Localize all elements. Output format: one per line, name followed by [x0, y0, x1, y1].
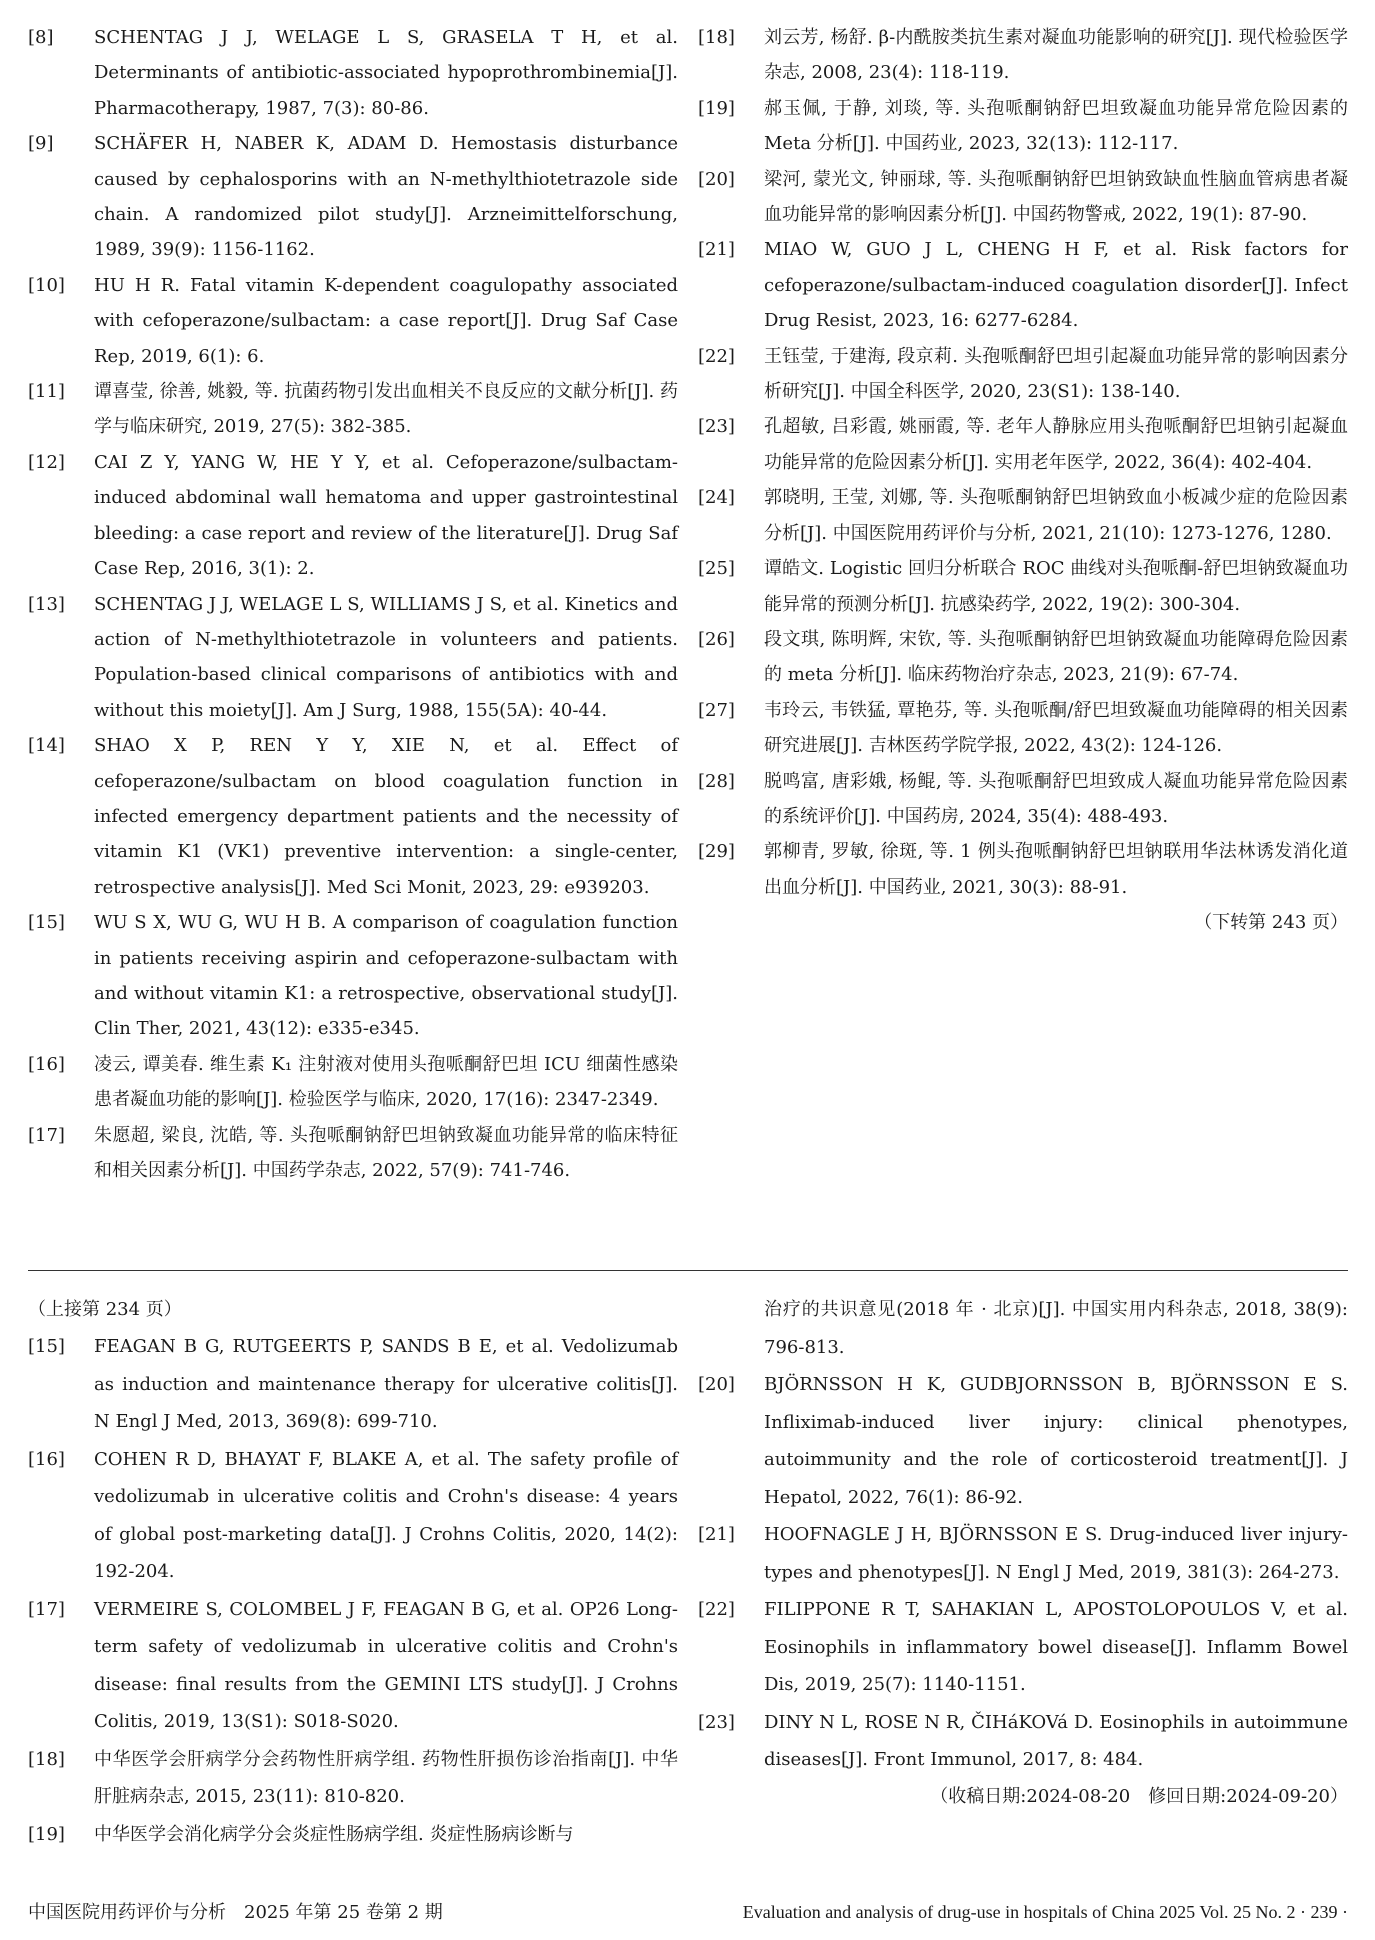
reference-text: COHEN R D, BHAYAT F, BLAKE A, et al. The safety profile of vedolizumab in ulcerative colitis and Crohn's disease: 4 years of global post-marketing data[J]. J Crohns Colitis, 2020, 14(2): 192-204.: [94, 1448, 678, 1582]
reference-number: [23]: [698, 416, 735, 438]
continued-on-note: （下转第 243 页）: [1194, 912, 1348, 934]
reference-item: [698, 232, 1348, 338]
reference-text: DINY N L, ROSE N R, ČIHáKOVá D. Eosinophils in autoimmune diseases[J]. Front Immunol, 2017, 8: 484.: [764, 1711, 1348, 1770]
reference-number: [17]: [28, 1124, 65, 1146]
reference-list: [28, 20, 678, 1188]
reference-text: SCHENTAG J J, WELAGE L S, GRASELA T H, et al. Determinants of antibiotic-associated hypoprothrombinemia[J]. Pharmacotherapy, 1987, 7(3): 80-86.: [94, 27, 678, 119]
reference-item: [698, 20, 1348, 91]
reference-text: SHAO X P, REN Y Y, XIE N, et al. Effect of cefoperazone/sulbactam on blood coagulation function in infected emergency department patients and the necessity of vitamin K1 (VK1) preventive intervention: a single-center, retrospective analysis[J]. Med Sci Monit, 2023, 29: e939203.: [94, 735, 678, 898]
reference-item: [28, 905, 678, 1047]
reference-item: [698, 1704, 1348, 1779]
bottom-left-column: [28, 1291, 678, 1853]
bottom-right-column: [698, 1291, 1348, 1853]
reference-text: 韦玲云, 韦铁猛, 覃艳芬, 等. 头孢哌酮/舒巴坦致凝血功能障碍的相关因素研究进展[J]. 吉林医药学院学报, 2022, 43(2): 124-126.: [764, 699, 1348, 757]
reference-text: 脱鸣富, 唐彩娥, 杨鲲, 等. 头孢哌酮舒巴坦致成人凝血功能异常危险因素的系统评价[J]. 中国药房, 2024, 35(4): 488-493.: [764, 770, 1348, 827]
reference-text: 段文琪, 陈明辉, 宋钦, 等. 头孢哌酮钠舒巴坦钠致凝血功能障碍危险因素的 meta 分析[J]. 临床药物治疗杂志, 2023, 21(9): 67-74.: [764, 628, 1348, 686]
reference-number: [19]: [698, 97, 735, 119]
reference-number: [21]: [698, 1524, 735, 1545]
reference-text: 谭喜莹, 徐善, 姚毅, 等. 抗菌药物引发出血相关不良反应的文献分析[J]. 药学与临床研究, 2019, 27(5): 382-385.: [94, 381, 678, 438]
reference-text: WU S X, WU G, WU H B. A comparison of coagulation function in patients receiving aspirin and cefoperazone-sulbactam with and without vitamin K1: a retrospective, observational study[J]. Clin Ther, 2021, 43(12): e335-e345.: [94, 912, 678, 1040]
reference-text: MIAO W, GUO J L, CHENG H F, et al. Risk factors for cefoperazone/sulbactam-induced coagulation disorder[J]. Infect Drug Resist, 2023, 16: 6277-6284.: [764, 239, 1348, 332]
reference-item: [698, 693, 1348, 764]
continued-from-note: （上接第 234 页）: [28, 1299, 182, 1320]
reference-item: [28, 587, 678, 729]
reference-text: 郝玉佩, 于静, 刘琰, 等. 头孢哌酮钠舒巴坦致凝血功能异常危险因素的 Meta 分析[J]. 中国药业, 2023, 32(13): 112-117.: [764, 97, 1348, 155]
reference-number: [19]: [28, 1823, 65, 1845]
reference-item: [28, 1441, 678, 1591]
journal-name-cn: 中国医院用药评价与分析 2025 年第 25 卷第 2 期: [28, 1902, 443, 1923]
reference-item: [28, 1328, 678, 1441]
reference-item: [698, 91, 1348, 162]
reference-number: [8]: [28, 27, 54, 48]
section-divider: [28, 1270, 1348, 1271]
reference-text: 郭柳青, 罗敏, 徐斑, 等. 1 例头孢哌酮钠舒巴坦钠联用华法林诱发消化道出血分析[J]. 中国药业, 2021, 30(3): 88-91.: [764, 841, 1348, 898]
reference-number: [15]: [28, 912, 65, 934]
reference-item: [28, 1741, 678, 1816]
reference-number: [26]: [698, 628, 735, 650]
reference-item: [698, 1591, 1348, 1704]
reference-number: [13]: [28, 593, 65, 615]
reference-number: [27]: [698, 699, 735, 721]
reference-item: [698, 162, 1348, 233]
reference-text: 朱愿超, 梁良, 沈皓, 等. 头孢哌酮钠舒巴坦钠致凝血功能异常的临床特征和相关因素分析[J]. 中国药学杂志, 2022, 57(9): 741-746.: [94, 1124, 678, 1181]
reference-number: [20]: [698, 168, 735, 190]
top-references-section: [28, 20, 1348, 1188]
reference-number: [28]: [698, 770, 735, 792]
reference-number: [9]: [28, 133, 54, 155]
reference-text: 谭皓文. Logistic 回归分析联合 ROC 曲线对头孢哌酮-舒巴坦钠致凝血功能异常的预测分析[J]. 抗感染药学, 2022, 19(2): 300-304.: [764, 558, 1348, 615]
reference-number: [17]: [28, 1598, 65, 1620]
reference-text: 中华医学会肝病学分会药物性肝病学组. 药物性肝损伤诊治指南[J]. 中华肝脏病杂志, 2015, 23(11): 810-820.: [94, 1748, 678, 1807]
reference-item: [698, 409, 1348, 480]
reference-item: [28, 20, 678, 126]
reference-item: [28, 1591, 678, 1741]
reference-text: SCHÄFER H, NABER K, ADAM D. Hemostasis disturbance caused by cephalosporins with an N-methylthiotetrazole side chain. A randomized pilot study[J]. Arzneimittelforschung, 1989, 39(9): 1156-1162.: [94, 133, 678, 261]
reference-item: [698, 339, 1348, 410]
reference-text: 梁河, 蒙光文, 钟丽球, 等. 头孢哌酮钠舒巴坦钠致缺血性脑血管病患者凝血功能异常的影响因素分析[J]. 中国药物警戒, 2022, 19(1): 87-90.: [764, 168, 1348, 226]
reference-text: CAI Z Y, YANG W, HE Y Y, et al. Cefoperazone/sulbactam-induced abdominal wall hematoma and upper gastrointestinal bleeding: a case report and review of the literature[J]. Drug Saf Case Rep, 2016, 3(1): 2.: [94, 451, 678, 580]
reference-text: HU H R. Fatal vitamin K-dependent coagulopathy associated with cefoperazone/sulbactam: a case report[J]. Drug Saf Case Rep, 2019, 6(1): 6.: [94, 274, 678, 367]
received-revised-dates: （收稿日期:2024-08-20 修回日期:2024-09-20）: [930, 1785, 1348, 1807]
reference-text: 刘云芳, 杨舒. β-内酰胺类抗生素对凝血功能影响的研究[J]. 现代检验医学杂志, 2008, 23(4): 118-119.: [764, 27, 1348, 84]
reference-number: [21]: [698, 239, 735, 261]
bottom-references-section: [28, 1291, 1348, 1853]
reference-text: 中华医学会消化病学分会炎症性肠病学组. 炎症性肠病诊断与: [94, 1823, 574, 1845]
reference-list: [698, 20, 1348, 905]
reference-text: 王钰莹, 于建海, 段京莉. 头孢哌酮舒巴坦引起凝血功能异常的影响因素分析研究[J]. 中国全科医学, 2020, 23(S1): 138-140.: [764, 345, 1348, 403]
reference-text: HOOFNAGLE J H, BJÖRNSSON E S. Drug-induced liver injury-types and phenotypes[J]. N Engl J Med, 2019, 381(3): 264-273.: [764, 1524, 1348, 1583]
reference-item: [28, 374, 678, 445]
reference-item: [28, 126, 678, 268]
top-right-column: [698, 20, 1348, 1188]
reference-text: VERMEIRE S, COLOMBEL J F, FEAGAN B G, et al. OP26 Long-term safety of vedolizumab in ulcerative colitis and Crohn's disease: final results from the GEMINI LTS study[J]. J Crohns Colitis, 2019, 13(S1): S018-S020.: [94, 1598, 678, 1732]
reference-number: [29]: [698, 841, 735, 863]
reference-item: [28, 445, 678, 587]
reference-number: [14]: [28, 735, 65, 757]
reference-number: [22]: [698, 1599, 735, 1620]
reference-list: [28, 1328, 678, 1853]
reference-number: [20]: [698, 1374, 735, 1395]
reference-text: 凌云, 谭美春. 维生素 K₁ 注射液对使用头孢哌酮舒巴坦 ICU 细菌性感染患者凝血功能的影响[J]. 检验医学与临床, 2020, 17(16): 2347-2349.: [94, 1053, 678, 1111]
reference-item: [28, 728, 678, 905]
reference-item: [698, 480, 1348, 551]
reference-text: FEAGAN B G, RUTGEERTS P, SANDS B E, et al. Vedolizumab as induction and maintenance therapy for ulcerative colitis[J]. N Engl J Med, 2013, 369(8): 699-710.: [94, 1336, 678, 1432]
reference-item: [698, 764, 1348, 835]
reference-number: [25]: [698, 558, 735, 580]
reference-text: BJÖRNSSON H K, GUDBJORNSSON B, BJÖRNSSON E S. Infliximab-induced liver injury: clinical phenotypes, autoimmunity and the role of corticosteroid treatment[J]. J Hepatol, 2022, 76(1): 86-92.: [764, 1374, 1348, 1508]
reference-item: [698, 1366, 1348, 1516]
reference-item: [698, 834, 1348, 905]
reference-item: [28, 268, 678, 374]
reference-number: [12]: [28, 451, 65, 473]
reference-number: [24]: [698, 487, 735, 509]
reference-number: [18]: [28, 1748, 65, 1770]
reference-number: [16]: [28, 1448, 65, 1470]
reference-text: 孔超敏, 吕彩霞, 姚丽霞, 等. 老年人静脉应用头孢哌酮舒巴坦钠引起凝血功能异常的危险因素分析[J]. 实用老年医学, 2022, 36(4): 402-404.: [764, 416, 1348, 473]
journal-name-en-page-number: Evaluation and analysis of drug-use in hospitals of China 2025 Vol. 25 No. 2 · 239 ·: [742, 1902, 1348, 1922]
reference-list: [698, 1366, 1348, 1779]
reference-number: [23]: [698, 1711, 735, 1733]
reference-item: [698, 622, 1348, 693]
page-footer: [28, 1898, 1348, 1924]
top-left-column: [28, 20, 678, 1188]
reference-number: [11]: [28, 381, 65, 403]
reference-number: [10]: [28, 274, 65, 296]
reference-item: [698, 551, 1348, 622]
reference-number: [16]: [28, 1053, 65, 1075]
reference-item: [698, 1516, 1348, 1591]
reference-item: [28, 1118, 678, 1189]
reference-item: [28, 1047, 678, 1118]
reference-text: SCHENTAG J J, WELAGE L S, WILLIAMS J S, et al. Kinetics and action of N-methylthiotetrazole in volunteers and patients. Population-based clinical comparisons of antibiotics with and without this moiety[J]. Am J Surg, 1988, 155(5A): 40-44.: [94, 593, 678, 721]
reference-text: FILIPPONE R T, SAHAKIAN L, APOSTOLOPOULOS V, et al. Eosinophils in inflammatory bowel disease[J]. Inflamm Bowel Dis, 2019, 25(7): 1140-1151.: [764, 1599, 1348, 1695]
reference-number: [15]: [28, 1336, 65, 1357]
reference-item: [28, 1816, 678, 1854]
reference-number: [18]: [698, 27, 735, 48]
reference-number: [22]: [698, 345, 735, 367]
reference-continuation: 治疗的共识意见(2018 年 · 北京)[J]. 中国实用内科杂志, 2018, 38(9): 796-813.: [764, 1299, 1348, 1358]
reference-text: 郭晓明, 王莹, 刘娜, 等. 头孢哌酮钠舒巴坦钠致血小板减少症的危险因素分析[J]. 中国医院用药评价与分析, 2021, 21(10): 1273-1276, 1280.: [764, 487, 1348, 544]
